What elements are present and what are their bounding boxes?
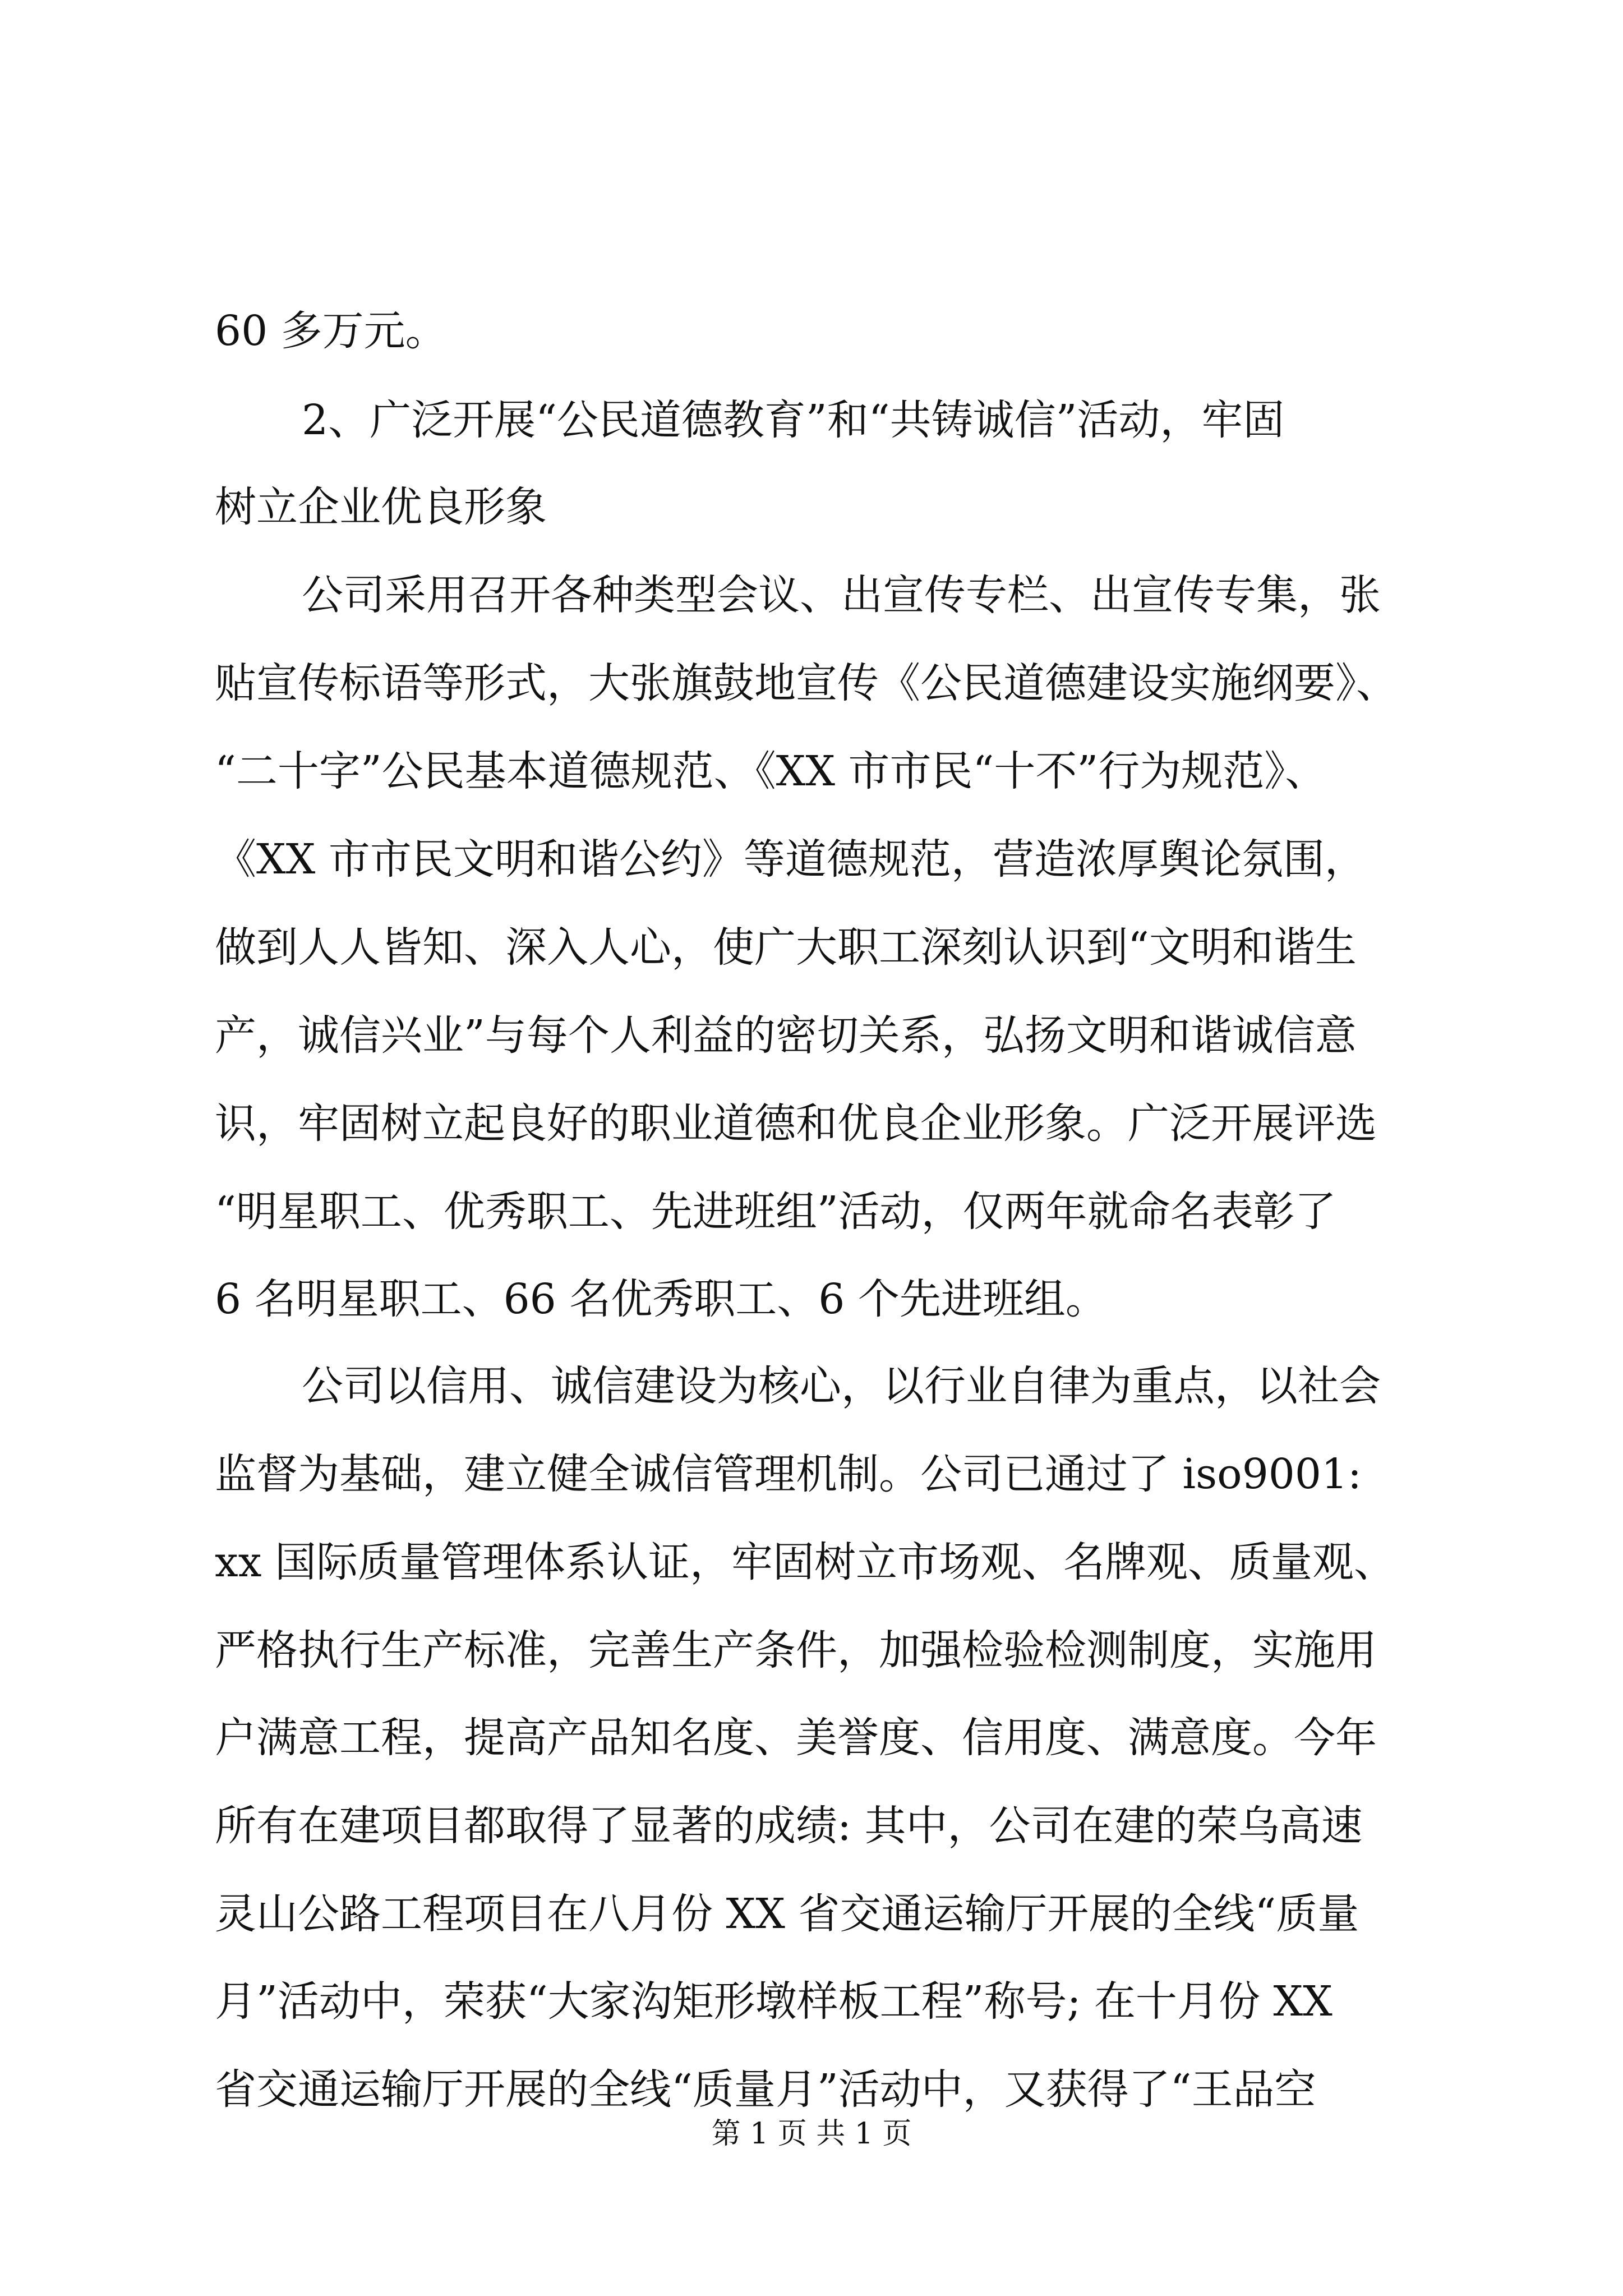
section-heading-continued: 树立企业优良形象 bbox=[215, 483, 547, 531]
text-line: “二十字”公民基本道德规范、《XX 市市民“十不”行为规范》、 bbox=[215, 747, 1327, 795]
text-line: 月”活动中，荣获“大家沟矩形墩样板工程”称号; 在十月份 XX bbox=[215, 1977, 1332, 2026]
section-heading: 2、广泛开展“公民道德教育”和“共铸诚信”活动，牢固 bbox=[302, 396, 1285, 444]
text-line: “明星职工、优秀职工、先进班组”活动，仅两年就命名表彰了 bbox=[215, 1188, 1336, 1236]
text-line: 严格执行生产标准，完善生产条件，加强检验检测制度，实施用 bbox=[215, 1626, 1377, 1674]
text-line: 《XX 市市民文明和谐公约》等道德规范，营造浓厚舆论氛围， bbox=[215, 835, 1366, 884]
text-line: 省交通运输厅开展的全线“质量月”活动中，又获得了“王品空 bbox=[215, 2065, 1316, 2114]
page-number-footer: 第 1 页 共 1 页 bbox=[711, 2117, 912, 2151]
text-line: 所有在建项目都取得了显著的成绩: 其中，公司在建的荣乌高速 bbox=[215, 1802, 1363, 1850]
text-line: 产，诚信兴业”与每个人利益的密切关系，弘扬文明和谐诚信意 bbox=[215, 1011, 1357, 1060]
text-line: 识，牢固树立起良好的职业道德和优良企业形象。广泛开展评选 bbox=[215, 1099, 1377, 1148]
text-line: 做到人人皆知、深入人心，使广大职工深刻认识到“文明和谐生 bbox=[215, 923, 1357, 972]
text-line: 监督为基础，建立健全诚信管理机制。公司已通过了 iso9001: bbox=[215, 1450, 1362, 1498]
paragraph-start: 公司采用召开各种类型会议、出宣传专栏、出宣传专集，张 bbox=[302, 571, 1381, 619]
text-line: 贴宣传标语等形式，大张旗鼓地宣传《公民道德建设实施纲要》、 bbox=[215, 659, 1398, 707]
text-line: 6 名明星职工、66 名优秀职工、6 个先进班组。 bbox=[215, 1275, 1107, 1323]
text-line: 60 多万元。 bbox=[215, 307, 447, 355]
text-line: 户满意工程，提高产品知名度、美誉度、信用度、满意度。今年 bbox=[215, 1714, 1377, 1762]
text-line: 灵山公路工程项目在八月份 XX 省交通运输厅开展的全线“质量 bbox=[215, 1890, 1359, 1938]
text-line: xx 国际质量管理体系认证，牢固树立市场观、名牌观、质量观、 bbox=[215, 1538, 1395, 1586]
paragraph-start: 公司以信用、诚信建设为核心，以行业自律为重点，以社会 bbox=[302, 1362, 1381, 1410]
